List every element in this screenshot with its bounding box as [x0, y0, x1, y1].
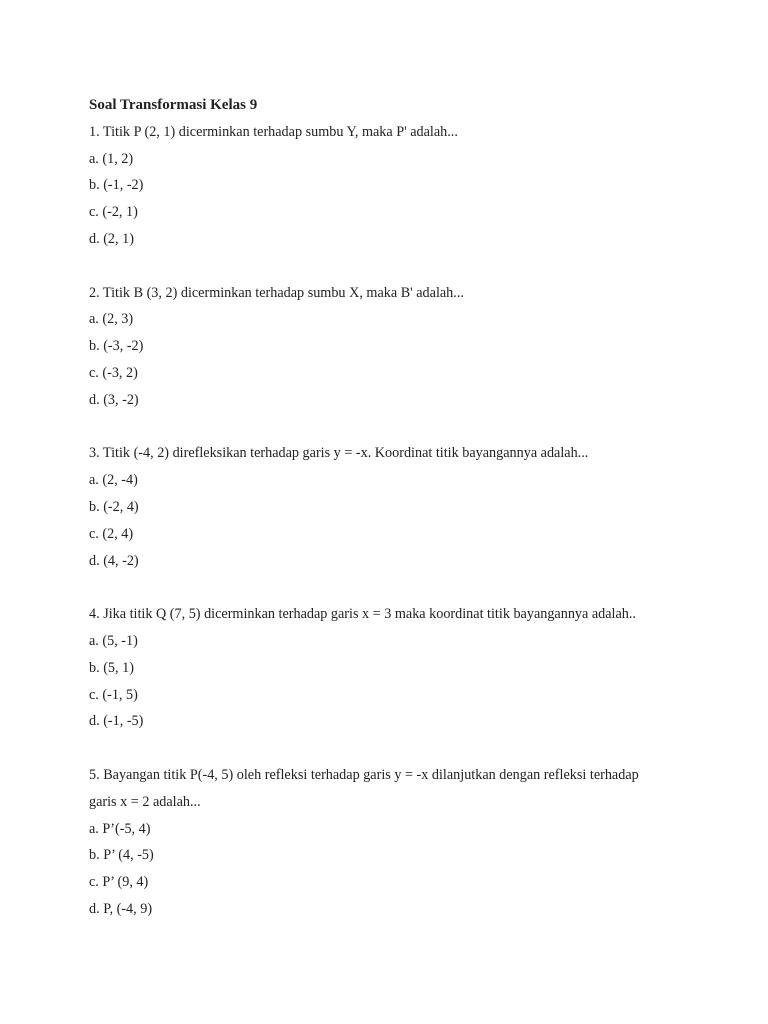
question-5-option-d: d. P, (-4, 9)	[89, 900, 153, 917]
question-3-text: 3. Titik (-4, 2) direfleksikan terhadap garis y = -x. Koordinat titik bayangannya adalah...	[89, 445, 589, 462]
question-2-option-d: d. (3, -2)	[89, 391, 139, 408]
question-1-option-c: c. (-2, 1)	[89, 204, 138, 221]
spacer	[89, 414, 709, 441]
question-5	[89, 762, 709, 923]
spacer	[89, 253, 709, 280]
question-2-option-b: b. (-3, -2)	[89, 338, 144, 355]
question-3-option-d: d. (4, -2)	[89, 552, 139, 569]
question-3-option-a: a. (2, -4)	[89, 472, 138, 489]
question-2-option-a: a. (2, 3)	[89, 311, 134, 328]
question-5-text-line-1: 5. Bayangan titik P(-4, 5) oleh refleksi terhadap garis y = -x dilanjutkan dengan refleksi terhadap	[89, 766, 639, 783]
document-title: Soal Transformasi Kelas 9	[89, 97, 258, 113]
question-1-option-b: b. (-1, -2)	[89, 177, 144, 194]
question-1-option-a: a. (1, 2)	[89, 150, 134, 167]
question-4-option-b: b. (5, 1)	[89, 659, 134, 676]
question-1-text: 1. Titik P (2, 1) dicerminkan terhadap sumbu Y, maka P' adalah...	[89, 123, 458, 140]
question-4-option-c: c. (-1, 5)	[89, 686, 138, 703]
question-5-option-c: c. P’ (9, 4)	[89, 874, 149, 891]
question-3-option-b: b. (-2, 4)	[89, 498, 139, 515]
question-5-option-b: b. P’ (4, -5)	[89, 847, 154, 864]
question-2-text: 2. Titik B (3, 2) dicerminkan terhadap sumbu X, maka B' adalah...	[89, 284, 464, 301]
question-2-option-c: c. (-3, 2)	[89, 364, 138, 381]
document-page	[89, 92, 709, 923]
question-5-text-line-2: garis x = 2 adalah...	[89, 793, 201, 810]
question-1-option-d: d. (2, 1)	[89, 230, 134, 247]
question-4-option-d: d. (-1, -5)	[89, 713, 144, 730]
spacer	[89, 735, 709, 762]
question-3-option-c: c. (2, 4)	[89, 525, 134, 542]
question-5-option-a: a. P’(-5, 4)	[89, 820, 151, 837]
question-2	[89, 280, 709, 414]
question-4	[89, 601, 709, 735]
question-1	[89, 119, 709, 253]
spacer	[89, 574, 709, 601]
question-4-text: 4. Jika titik Q (7, 5) dicerminkan terhadap garis x = 3 maka koordinat titik bayangannya adalah..	[89, 606, 636, 623]
question-4-option-a: a. (5, -1)	[89, 632, 138, 649]
question-3	[89, 440, 709, 574]
